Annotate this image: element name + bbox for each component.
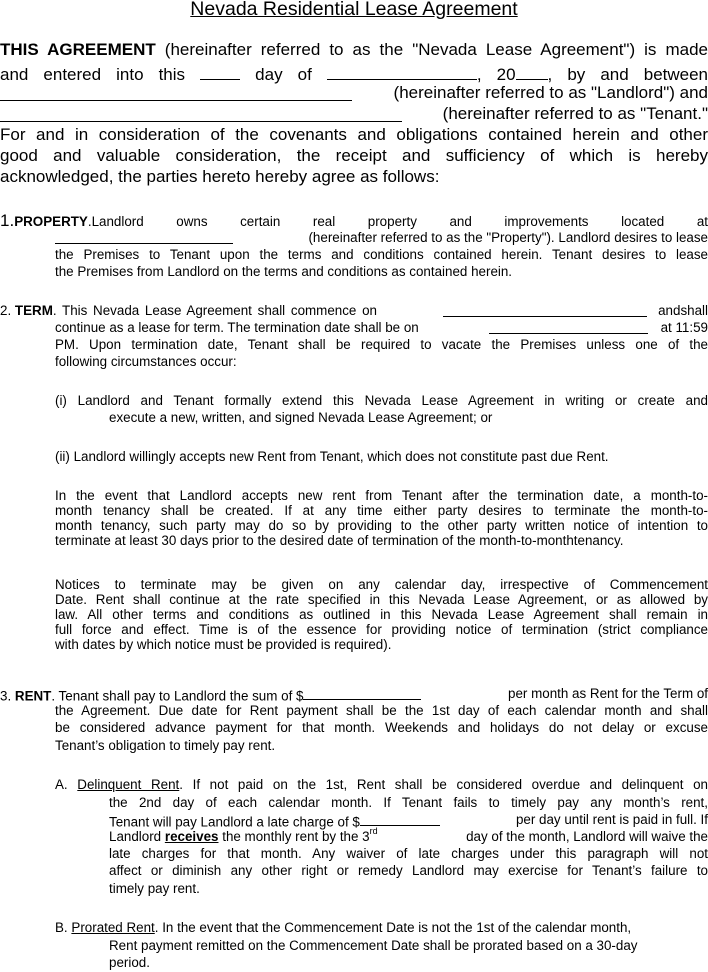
term-paragraph-2: Notices to terminate may be given on any calendar day, irrespective of Commencement Date. Rent shall continue at the rate specified in this Nevada Lease Agreement, or as allowed by law. All other terms and conditions as outlined in this Nevada Lease Agreement shall remain in full force and effect. Time is of the essence for providing notice of termination (strict compliance with dates by which notice must be provided is required). — [55, 577, 708, 652]
prorated-rent-line-2: Rent payment remitted on the Commencement Date shall be prorated based on a 30-day — [109, 938, 638, 953]
section-1-line-2: (hereinafter referred to as the "Property"). Landlord desires to lease — [55, 230, 708, 247]
delinquent-rent-heading: Delinquent Rent — [77, 777, 180, 792]
intro-line-1: THIS AGREEMENT (hereinafter referred to as the "Nevada Lease Agreement") is made — [0, 40, 708, 59]
delinquent-rent-line-1: A. Delinquent Rent. If not paid on the 1st, Rent shall be considered overdue and delinquent on — [55, 777, 708, 792]
document-title: Nevada Residential Lease Agreement — [190, 0, 518, 20]
section-1-line-1: 1.PROPERTY.Landlord owns certain real property and improvements located at — [0, 211, 708, 230]
landlord-name-blank[interactable] — [0, 83, 352, 101]
section-3-number: 3. — [0, 688, 12, 704]
late-charge-blank[interactable] — [360, 812, 440, 826]
delinquent-rent-line-2: the 2nd day of each calendar month. If Tenant fails to timely pay any month’s rent, — [109, 795, 708, 810]
section-3-line-4: Tenant’s obligation to timely pay rent. — [55, 738, 276, 753]
delinquent-rent-line-3: Tenant will pay Landlord a late charge of $ per day until rent is paid in full. If — [109, 812, 708, 830]
delinquent-rent-line-6: affect or diminish any other right or remedy Landlord may exercise for Tenant’s failure to — [109, 863, 708, 878]
section-3-line-1: 3. RENT. Tenant shall pay to Landlord the sum of $ per month as Rent for the Term of — [0, 686, 708, 704]
year-blank[interactable] — [516, 62, 548, 80]
section-3-line-3: be considered advance payment for that month. Weekends and holidays do not delay or excuse — [55, 720, 708, 735]
term-item-i-line-1: (i) Landlord and Tenant formally extend this Nevada Lease Agreement in writing or create and — [55, 393, 708, 408]
commence-date-blank[interactable] — [443, 303, 647, 317]
rent-amount-blank[interactable] — [303, 686, 421, 700]
intro-line-4: (hereinafter referred to as "Tenant." — [0, 104, 708, 127]
section-2-heading: TERM — [14, 303, 53, 318]
delinquent-rent-line-7: timely pay rent. — [109, 881, 200, 896]
prorated-rent-line-3: period. — [109, 955, 150, 970]
section-3-heading: RENT — [14, 688, 52, 704]
prorated-rent-line-1: B. Prorated Rent. In the event that the Commencement Date is not the 1st of the calendar month, — [55, 920, 632, 935]
section-1-line-3: the Premises to Tenant upon the terms and conditions contained herein. Tenant desires to lease — [55, 247, 708, 262]
tenant-name-blank[interactable] — [0, 104, 402, 122]
intro-line-6: good and valuable consideration, the receipt and sufficiency of which is hereby — [0, 146, 708, 165]
section-1-line-4: the Premises from Landlord on the terms and conditions as contained herein. — [55, 264, 513, 279]
term-item-ii: (ii) Landlord willingly accepts new Rent from Tenant, which does not constitute past due Rent. — [55, 449, 609, 464]
section-1-heading: PROPERTY — [14, 214, 88, 229]
termination-date-blank[interactable] — [489, 320, 648, 334]
intro-bold-lead: THIS AGREEMENT — [0, 40, 156, 59]
section-2-line-3: PM. Upon termination date, Tenant shall be required to vacate the Premises unless one of the — [55, 337, 708, 352]
section-2-line-4: following circumstances occur: — [55, 354, 237, 369]
section-3-line-2: the Agreement. Due date for Rent payment shall be the 1st day of each calendar month and shall — [55, 703, 708, 718]
intro-line-3: (hereinafter referred to as "Landlord") and — [0, 83, 708, 106]
property-address-blank[interactable] — [55, 230, 233, 244]
delinquent-rent-line-5: late charges for that month. Any waiver of late charges under this paragraph will not — [109, 846, 708, 861]
term-paragraph-1: In the event that Landlord accepts new rent from Tenant after the termination date, a month-to- month tenancy shall be created. If at any time either party desires to terminate the month-to- month tenancy, such party may do so by providing to the other party written notice of intention to terminate at least 30 days prior to the desired date of termination of the month-to-monthtenancy. — [55, 488, 708, 548]
section-1-number: 1. — [0, 211, 15, 230]
section-2-number: 2. — [0, 303, 12, 318]
intro-line-7: acknowledged, the parties hereto hereby agree as follows: — [0, 167, 440, 186]
prorated-rent-heading: Prorated Rent — [71, 920, 155, 935]
intro-line-5: For and in consideration of the covenants and obligations contained herein and other — [0, 125, 708, 144]
term-item-i-line-2: execute a new, written, and signed Nevada Lease Agreement; or — [109, 410, 493, 425]
receives-emphasis: receives — [164, 829, 219, 844]
intro-line-2: and entered into this day of , 20 , by and between — [0, 62, 708, 85]
section-2-line-1: 2. TERM. This Nevada Lease Agreement shall commence on andshall — [0, 303, 708, 318]
delinquent-rent-line-4: Landlord receives the monthly rent by the 3rd day of the month, Landlord will waive the — [109, 826, 708, 844]
month-blank[interactable] — [327, 62, 477, 80]
day-blank[interactable] — [200, 62, 240, 80]
section-2-line-2: continue as a lease for term. The termination date shall be on at 11:59 — [55, 320, 708, 335]
